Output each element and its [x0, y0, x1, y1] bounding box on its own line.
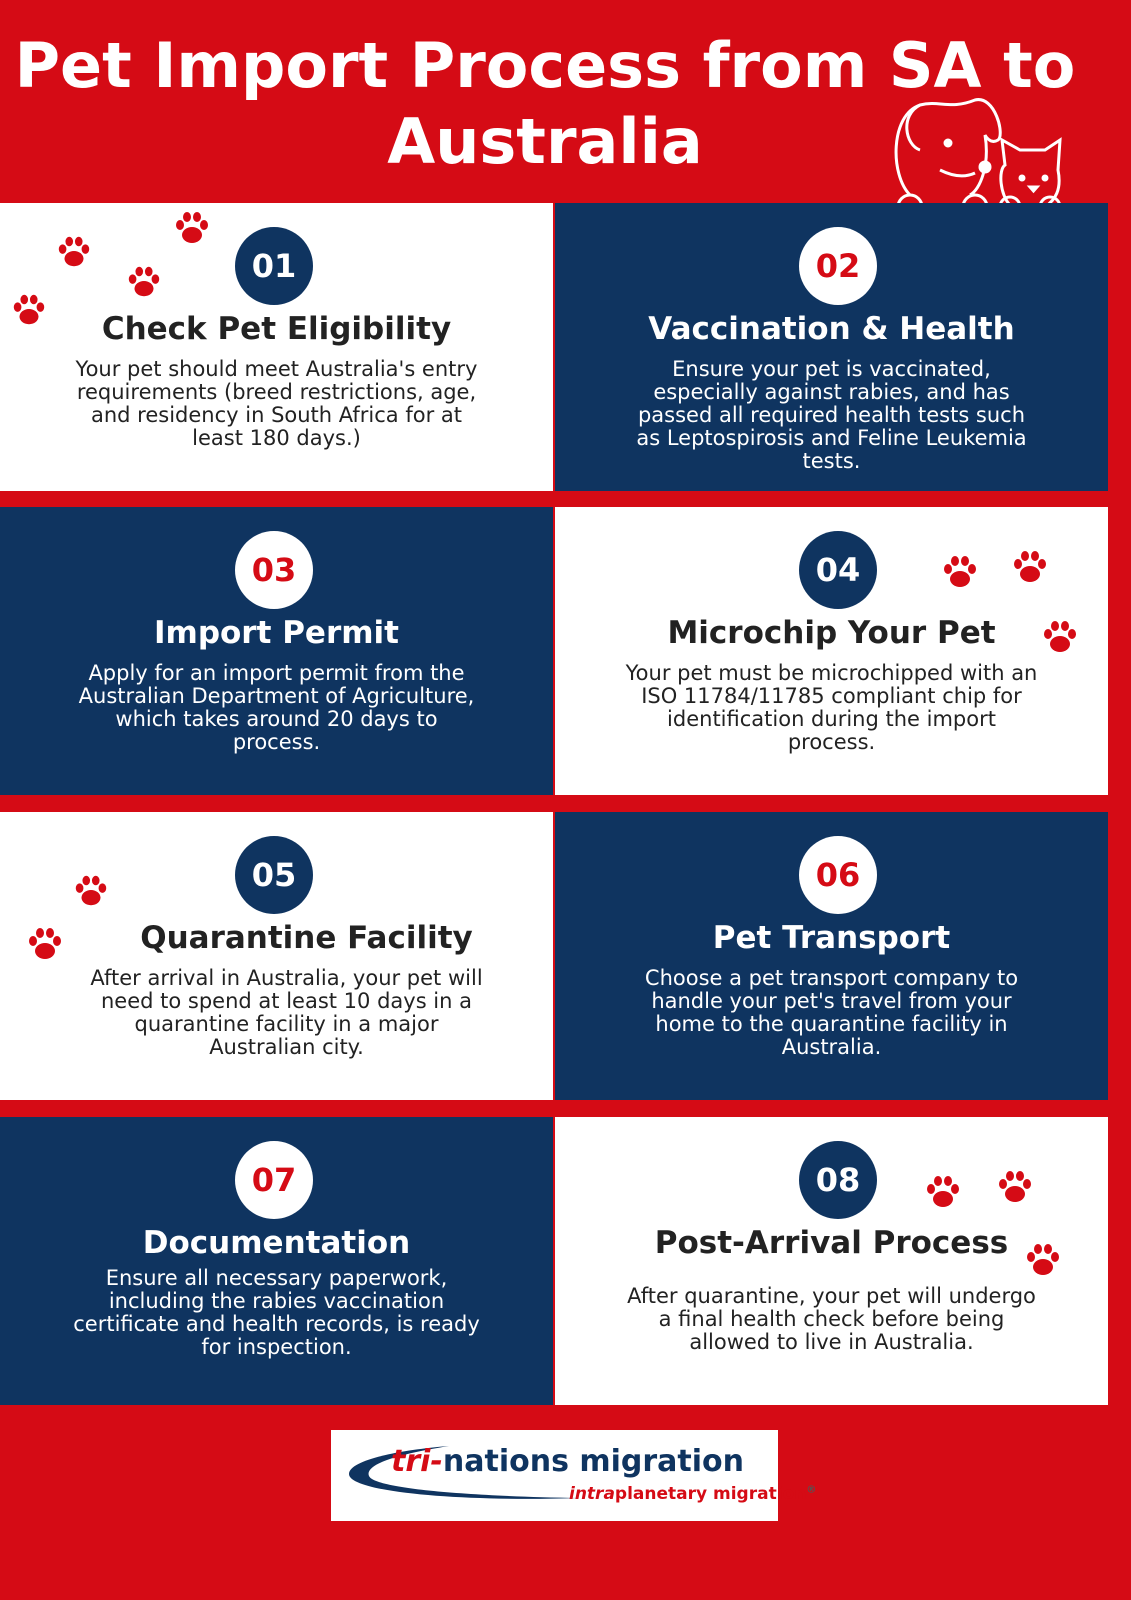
paw-icon [995, 1167, 1035, 1207]
logo-brand-name: nations migration [442, 1444, 745, 1479]
step-number: 05 [235, 836, 313, 914]
step-card-04 [555, 507, 1108, 795]
step-number: 08 [799, 1141, 877, 1219]
step-card-06 [555, 812, 1108, 1100]
step-number: 06 [799, 836, 877, 914]
paw-icon [72, 872, 110, 910]
step-body: Your pet must be microchipped with an ISO 11784/11785 compliant chip for identification during the import process. [625, 661, 1038, 754]
logo-tagline: planetary migration [614, 1484, 807, 1504]
step-title: Post-Arrival Process [654, 1225, 1009, 1261]
step-number: 02 [799, 227, 877, 305]
step-number: 04 [799, 531, 877, 609]
paw-icon [55, 233, 93, 271]
header [0, 0, 1131, 203]
paw-icon [1010, 547, 1050, 587]
step-title: Documentation [142, 1225, 411, 1261]
paw-icon [940, 552, 980, 592]
step-title: Check Pet Eligibility [101, 311, 452, 347]
step-card-07 [0, 1117, 553, 1405]
step-card-08 [555, 1117, 1108, 1405]
step-card-02 [555, 203, 1108, 491]
paw-icon [923, 1172, 963, 1212]
paw-icon [1023, 1240, 1063, 1280]
step-card-03 [0, 507, 553, 795]
logo-tagline-prefix: intra [569, 1484, 615, 1504]
step-title: Import Permit [153, 615, 399, 651]
step-number: 03 [235, 531, 313, 609]
logo-brand-prefix: tri- [391, 1444, 443, 1479]
step-card-05 [0, 812, 553, 1100]
step-body: Your pet should meet Australia's entry requirements (breed restrictions, age, and residency in South Africa for at least 180 days.) [75, 357, 478, 450]
step-body: After arrival in Australia, your pet will need to spend at least 10 days in a quarantine facility in a major Australian city. [90, 966, 483, 1059]
registered-mark: ® [806, 1484, 817, 1496]
step-body: Ensure your pet is vaccinated, especially against rabies, and has passed all required health tests such as Leptospirosis and Feline Leukemia tests. [636, 357, 1027, 473]
step-body: Choose a pet transport company to handle your pet's travel from your home to the quarantine facility in Australia. [644, 966, 1019, 1059]
step-card-01 [0, 203, 553, 491]
step-title: Microchip Your Pet [667, 615, 996, 651]
paw-icon [172, 208, 212, 248]
step-title: Vaccination & Health [648, 311, 1015, 347]
paw-icon [1040, 617, 1080, 657]
step-number: 07 [235, 1141, 313, 1219]
paw-icon [10, 291, 48, 329]
paw-icon [125, 263, 163, 301]
step-title: Quarantine Facility [140, 920, 473, 956]
paw-icon [25, 924, 65, 964]
step-body: Ensure all necessary paperwork, including the rabies vaccination certificate and health records, is ready for inspection. [73, 1266, 480, 1359]
step-body: Apply for an import permit from the Australian Department of Agriculture, which takes around 20 days to process. [78, 661, 475, 754]
step-body: After quarantine, your pet will undergo a final health check before being allowed to live in Australia. [627, 1284, 1036, 1354]
company-logo [331, 1430, 817, 1521]
step-title: Pet Transport [712, 920, 951, 956]
step-number: 01 [235, 227, 313, 305]
page-title: Pet Import Process from SA to Australia [14, 29, 1076, 178]
